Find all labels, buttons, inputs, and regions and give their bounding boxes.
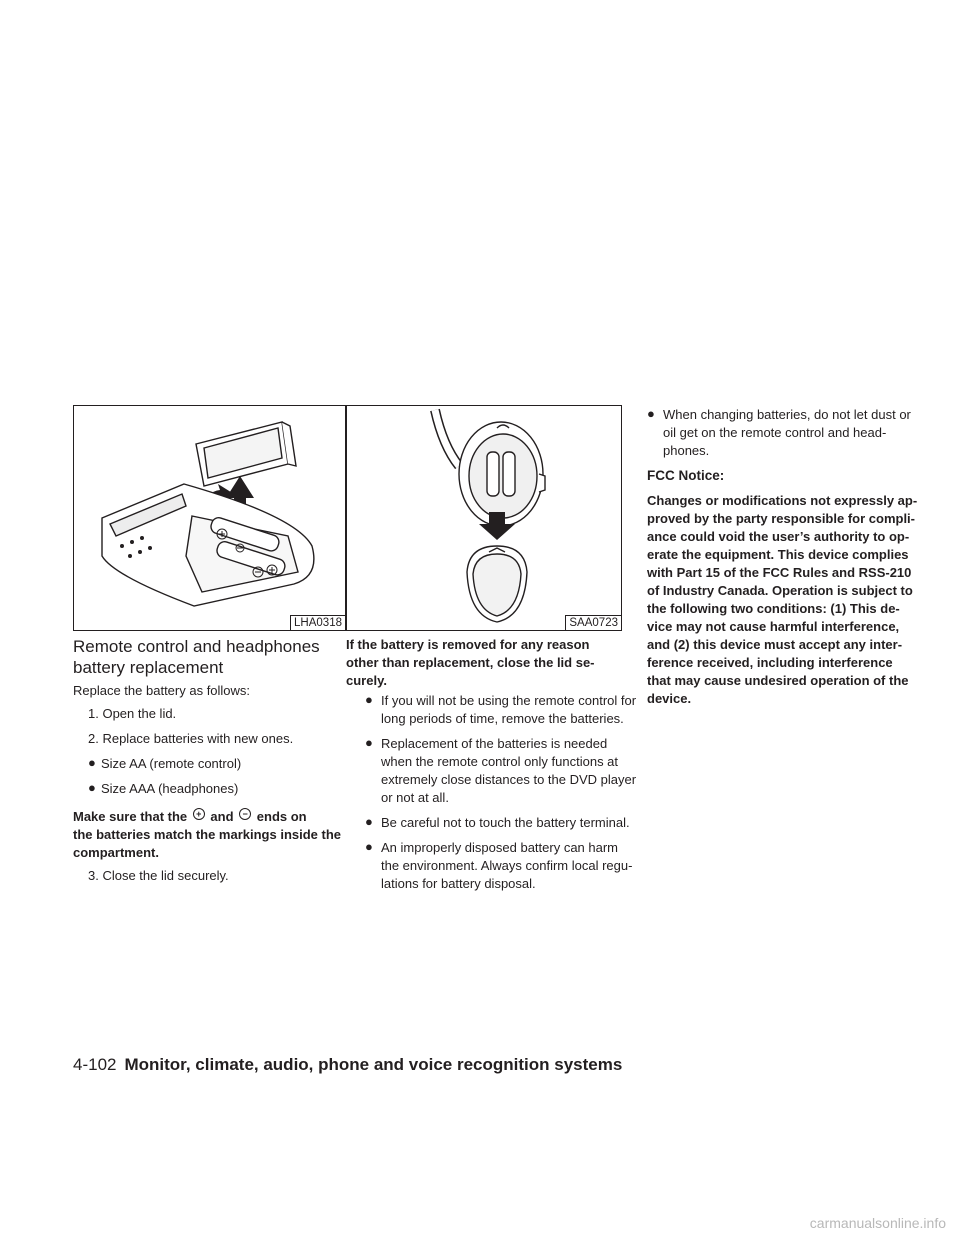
make-sure-text-and: and — [210, 809, 234, 824]
make-sure-line-1 — [73, 808, 348, 826]
make-sure-text-b: ends on — [256, 809, 307, 824]
bullet-icon: ● — [365, 814, 373, 829]
plus-terminal-icon: + — [193, 808, 205, 820]
heading-line-1: Remote control and headphones — [73, 637, 320, 656]
watermark: carmanualsonline.info — [809, 1215, 946, 1231]
note-4-line-3: lations for battery disposal. — [381, 876, 536, 891]
bullet-aa: Size AA (remote control) — [101, 756, 242, 771]
heading-line-2: battery replacement — [73, 658, 224, 677]
note-2-line-2: when the remote control only functions at — [381, 754, 619, 769]
make-sure-text-a: Make sure that the — [73, 809, 188, 824]
note-4-line-2: the environment. Always confirm local regu- — [381, 858, 633, 873]
note-5-line-2: oil get on the remote control and head- — [663, 425, 887, 440]
fcc-line: that may cause undesired operation of the — [647, 673, 909, 688]
bullet-icon: ● — [647, 406, 655, 421]
note-4-line-1: An improperly disposed battery can harm — [381, 840, 619, 855]
bullet-icon: ● — [365, 839, 373, 854]
fcc-line: the following two conditions: (1) This de- — [647, 601, 900, 616]
warning-line-3: curely. — [346, 673, 387, 688]
bullet-icon: ● — [88, 755, 96, 770]
column-1 — [73, 636, 346, 678]
note-1-line-2: long periods of time, remove the batteries. — [381, 711, 624, 726]
note-2-line-1: Replacement of the batteries is needed — [381, 736, 608, 751]
note-2-line-4: or not at all. — [381, 790, 449, 805]
fcc-line: proved by the party responsible for compli- — [647, 511, 915, 526]
fcc-line: device. — [647, 691, 692, 706]
bullet-icon: ● — [365, 692, 373, 707]
fcc-line: Changes or modifications not expressly ap- — [647, 493, 918, 508]
fcc-line: of Industry Canada. Operation is subject to — [647, 583, 913, 598]
warning-line-1: If the battery is removed for any reason — [346, 637, 590, 652]
page-number: 4-102 — [73, 1055, 117, 1074]
fcc-line: and (2) this device must accept any inter- — [647, 637, 903, 652]
bullet-icon: ● — [88, 780, 96, 795]
step-3: 3. Close the lid securely. — [88, 868, 229, 883]
section-heading — [73, 636, 346, 678]
bullet-aaa: Size AAA (headphones) — [101, 781, 239, 796]
note-3-line-1: Be careful not to touch the battery terminal. — [381, 815, 630, 830]
make-sure-line-3: compartment. — [73, 845, 159, 860]
step-2: 2. Replace batteries with new ones. — [88, 731, 294, 746]
remote-battery-illustration-icon — [74, 406, 345, 630]
make-sure-line-2: the batteries match the markings inside the — [73, 827, 342, 842]
figure-label: SAA0723 — [565, 615, 621, 630]
warning-line-2: other than replacement, close the lid se- — [346, 655, 595, 670]
note-2-line-3: extremely close distances to the DVD player — [381, 772, 637, 787]
note-1-line-1: If you will not be using the remote control for — [381, 693, 637, 708]
bullet-icon: ● — [365, 735, 373, 750]
intro-text: Replace the battery as follows: — [73, 683, 251, 698]
fcc-line: vice may not cause harmful interference, — [647, 619, 900, 634]
note-5-line-1: When changing batteries, do not let dust or — [663, 407, 911, 422]
fcc-heading: FCC Notice: — [647, 468, 725, 483]
headphone-battery-illustration-icon — [347, 406, 621, 630]
figure-headphones — [346, 405, 622, 631]
figure-remote — [73, 405, 346, 631]
fcc-line: ference received, including interference — [647, 655, 893, 670]
fcc-line: erate the equipment. This device complies — [647, 547, 909, 562]
fcc-line: ance could void the user’s authority to op- — [647, 529, 910, 544]
minus-terminal-icon: − — [239, 808, 251, 820]
fcc-line: with Part 15 of the FCC Rules and RSS-210 — [647, 565, 912, 580]
figure-label: LHA0318 — [290, 615, 345, 630]
chapter-title: Monitor, climate, audio, phone and voice recognition systems — [124, 1055, 623, 1074]
page-footer — [73, 1055, 622, 1075]
step-1: 1. Open the lid. — [88, 706, 177, 721]
note-5-line-3: phones. — [663, 443, 710, 458]
